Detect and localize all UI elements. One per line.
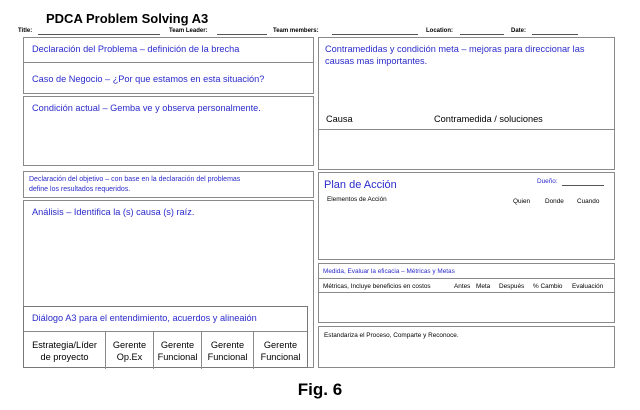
metrics-column-header: Métricas, Incluye beneficios en costos bbox=[323, 283, 431, 290]
countermeasures-heading bbox=[325, 43, 584, 67]
role-cell[interactable] bbox=[254, 332, 307, 369]
team-leader-label: Team Leader: bbox=[169, 28, 208, 34]
countermeasures-box[interactable] bbox=[318, 37, 615, 170]
role-line: Gerente bbox=[210, 339, 245, 350]
after-column-header: Después bbox=[499, 283, 525, 290]
dialogue-heading: Diálogo A3 para el entendimiento, acuerdos y alineaión bbox=[32, 313, 257, 323]
measure-box[interactable] bbox=[318, 263, 615, 323]
team-members-label: Team members: bbox=[273, 28, 319, 34]
change-column-header: % Cambio bbox=[533, 283, 563, 290]
role-cell[interactable] bbox=[154, 332, 202, 369]
current-condition-box[interactable] bbox=[23, 96, 314, 166]
cause-column-header: Causa bbox=[326, 114, 353, 124]
title-field-line[interactable] bbox=[38, 34, 160, 35]
location-line[interactable] bbox=[460, 34, 504, 35]
objective-heading bbox=[29, 175, 240, 195]
business-case-heading: Caso de Negocio – ¿Por que estamos en esta situación? bbox=[32, 74, 265, 84]
location-label: Location: bbox=[426, 28, 453, 34]
current-condition-heading: Condición actual – Gemba ve y observa personalmente. bbox=[32, 103, 261, 113]
countermeasure-column-header: Contramedida / soluciones bbox=[434, 114, 543, 124]
analysis-heading: Análisis – Identifica la (s) causa (s) raíz. bbox=[32, 207, 195, 217]
role-line: Funcional bbox=[260, 351, 301, 362]
team-leader-line[interactable] bbox=[217, 34, 267, 35]
problem-statement-box[interactable] bbox=[23, 37, 314, 94]
objective-line-2: define los resultados requeridos. bbox=[29, 186, 131, 193]
owner-line[interactable] bbox=[562, 185, 604, 186]
role-line: de proyecto bbox=[40, 351, 89, 362]
who-column: Quien bbox=[513, 198, 531, 205]
divider bbox=[319, 278, 614, 279]
role-line: Op.Ex bbox=[116, 351, 143, 362]
dialogue-box bbox=[23, 306, 308, 368]
when-column: Cuando bbox=[577, 198, 600, 205]
divider bbox=[24, 62, 313, 63]
date-label: Date: bbox=[511, 28, 527, 34]
standardize-heading: Estandariza el Proceso, Comparte y Reconoce. bbox=[324, 332, 459, 339]
role-cell[interactable] bbox=[202, 332, 254, 369]
role-line: Gerente bbox=[263, 339, 298, 350]
role-line: Gerente bbox=[160, 339, 195, 350]
action-plan-box[interactable] bbox=[318, 172, 615, 260]
where-column: Donde bbox=[545, 198, 564, 205]
form-title: PDCA Problem Solving A3 bbox=[46, 11, 209, 26]
role-line: Gerente bbox=[112, 339, 147, 350]
action-elements-label: Elementos de Acción bbox=[327, 196, 387, 203]
objective-line-1: Declaración del objetivo – con base en la declaración del problemas bbox=[29, 176, 241, 183]
role-cell[interactable] bbox=[106, 332, 154, 369]
role-line: Estrategia/Líder bbox=[32, 339, 97, 350]
role-line: Funcional bbox=[157, 351, 198, 362]
team-members-line[interactable] bbox=[332, 34, 418, 35]
roles-row bbox=[24, 331, 307, 369]
role-line: Funcional bbox=[207, 351, 248, 362]
figure-caption: Fig. 6 bbox=[297, 380, 343, 399]
title-field-label: Title: bbox=[18, 28, 33, 34]
countermeasures-line-1: Contramedidas y condición meta – mejoras para direccionar las bbox=[325, 44, 585, 54]
problem-statement-heading: Declaración del Problema – definición de la brecha bbox=[32, 44, 240, 54]
divider bbox=[319, 129, 614, 130]
measure-heading: Medida, Evaluar la eficacia – Métricas y Metas bbox=[323, 268, 455, 275]
goal-column-header: Meta bbox=[476, 283, 491, 290]
countermeasures-line-2: causas mas importantes. bbox=[325, 56, 428, 66]
before-column-header: Antes bbox=[454, 283, 471, 290]
objective-box[interactable] bbox=[23, 171, 314, 198]
evaluation-column-header: Evaluación bbox=[572, 283, 604, 290]
divider bbox=[319, 292, 614, 293]
owner-label: Dueño: bbox=[537, 178, 558, 185]
action-plan-heading: Plan de Acción bbox=[324, 179, 397, 191]
role-cell[interactable] bbox=[24, 332, 106, 369]
date-line[interactable] bbox=[532, 34, 578, 35]
standardize-box[interactable] bbox=[318, 326, 615, 368]
